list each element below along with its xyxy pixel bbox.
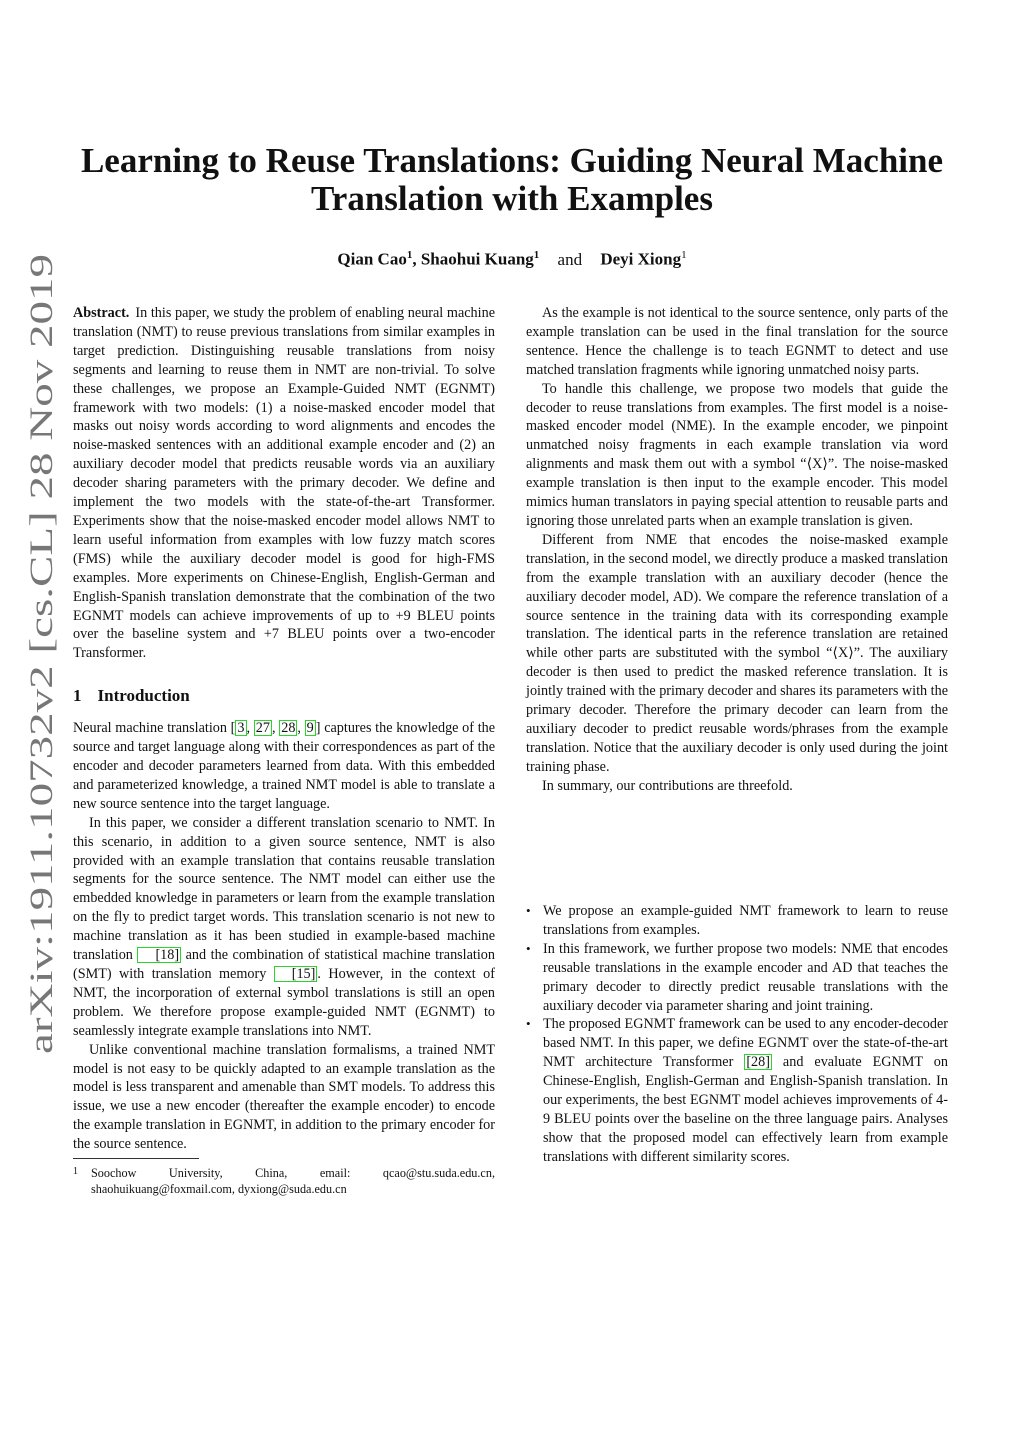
footnote — [73, 1158, 495, 1197]
bullet-icon: • — [526, 940, 531, 956]
intro-paragraph-2: In this paper, we consider a different translation scenario to NMT. In this scenario, in addition to a given source sentence, NMT is also provided with an example translation that contains reusable translation segments for the source sentence. The NMT model can either use the embedded knowledge in parameters or learn from the example translation on the fly to predict target words. This translation scenario is not new to machine translation as it has been studied in example-based machine translation [18] and the combination of statistical machine translation (SMT) with translation memory [15] . However, in the context of NMT, the incorporation of external symbol translations is still an open problem. We therefore propose example-guided NMT (EGNMT) to seamlessly integrate example translations into NMT. — [73, 814, 495, 1039]
bullet-icon: • — [526, 903, 531, 918]
arxiv-watermark-text: arXiv:1911.10732v2 [cs.CL] 28 Nov 2019 — [24, 492, 60, 1054]
author-3: Deyi Xiong — [600, 249, 682, 269]
intro-paragraph-3: Unlike conventional machine translation formalisms, a trained NMT model is not easy to be quickly adapted to an example translation as the model is less transparent and amenable than SMT models. To address this issue, we use a new encoder (thereafter the example encoder) to encode the example translation in EGNMT, in addition to the primary encoder for the source sentence. — [73, 1041, 495, 1153]
intro-paragraph-1: Neural machine translation [ 3 , 27 , 28 , 9 ] captures the knowledge of the source and target language along with their correspondences as part of the encoder and decoder parameters learned from data. With this embedded and parameterized knowledge, a trained NMT model is able to translate a new source sentence into the target language. — [73, 720, 496, 812]
abstract-text: In this paper, we study the problem of enabling neural machine translation (NMT) to reuse previous translations from similar examples in target prediction. Distinguishing reusable translations from noisy segments and learning to reuse them in NMT are non-trivial. To solve these challenges, we propose an Example-Guided NMT (EGNMT) framework with two models: (1) a noise-masked encoder model that masks out noisy words according to word alignments and encodes the noise-masked sentences with an additional example encoder and (2) an auxiliary decoder model that predicts reusable words via an auxiliary decoder sharing parameters with the primary decoder. We define and implement the two models with the state-of-the-art Transformer. Experiments show that the noise-masked encoder model allows NMT to learn useful information from examples with low fuzzy match scores (FMS) while the auxiliary decoder model is good for high-FMS examples. More experiments on Chinese-English, English-German and English-Spanish translation demonstrate that the combination of the two EGNMT models can achieve improvements of up to +9 BLEU points over the baseline system and +7 BLEU points over a two-encoder Transformer. — [73, 305, 495, 662]
footnote-mark: 1 — [73, 1166, 78, 1177]
abstract-label: Abstract. — [73, 305, 130, 321]
right-paragraph-2: To handle this challenge, we propose two models that guide the decoder to reuse translations from examples. The first model is a noise-masked encoder model (NME). In the example encoder, we pinpoint unmatched noisy fragments in each example translation via word alignments and mask them out with a symbol “⟨X⟩”. The noise-masked example translation is then input to the example encoder. This model mimics human translators in paying special attention to reusable parts and ignoring those unrelated parts when an example translation is given. — [526, 380, 948, 529]
author-1-affil: 1 — [406, 249, 413, 261]
section-heading-introduction — [73, 685, 495, 707]
author-and: and — [557, 249, 583, 269]
author-2: , Shaohui Kuang — [412, 249, 534, 269]
list-item: • In this framework, we further propose two models: NME that encodes reusable translations in the example encoder and AD that teaches the primary decoder to directly predict reusable translations with the auxiliary decoder via parameter sharing and joint training. — [526, 940, 948, 1014]
arxiv-watermark — [24, 248, 60, 1054]
right-paragraph-3: Different from NME that encodes the noise-masked example translation, in the second model, we directly produce a masked translation from the example translation with an auxiliary decoder (hence the auxiliary decoder model, AD). We compare the reference translation of a source sentence in the training data with its corresponding example translation. The identical parts in the reference translation are retained while other parts are substituted with the symbol “⟨X⟩”. The auxiliary decoder is then used to predict the masked reference translation. It is jointly trained with the primary decoder and shares its parameters with the primary decoder. Therefore the primary decoder can learn from the auxiliary decoder to predict reusable words/phrases from the example translation. Notice that the auxiliary decoder is only used during the joint training phase. — [526, 531, 948, 775]
author-1: Qian Cao — [337, 249, 407, 269]
citation-link[interactable]: 3 — [237, 720, 245, 737]
citation-link[interactable]: [15] — [274, 966, 318, 982]
citation-link[interactable]: [28] — [746, 1054, 770, 1071]
author-line — [60, 243, 964, 272]
abstract — [73, 304, 495, 663]
citation-link[interactable]: 28 — [281, 720, 296, 737]
author-2-affil: 1 — [533, 249, 540, 261]
bullet-icon: • — [526, 1016, 531, 1032]
citation-link[interactable]: 27 — [255, 720, 270, 737]
author-3-affil: 1 — [681, 249, 687, 261]
footnote-rule — [73, 1158, 199, 1159]
section-title: Introduction — [97, 686, 190, 706]
list-item: • The proposed EGNMT framework can be used to any encoder-decoder based NMT. In this paper, we define EGNMT over the state-of-the-art NMT architecture Transformer [28] and evaluate EGNMT on Chinese-English, English-German and English-Spanish translation. In our experiments, the best EGNMT model achieves improvements of 4-9 BLEU points over the baseline on the three language pairs. Analyses show that the proposed model can effectively learn from example translations with different similarity scores. — [526, 1016, 948, 1165]
footnote-text: Soochow University, China, email: qcao@stu.suda.edu.cn, shaohuikuang@foxmail.com, dyxiong@suda.edu.cn — [91, 1166, 495, 1196]
citation-link[interactable]: 9 — [306, 720, 314, 737]
title-line-1: Learning to Reuse Translations: Guiding Neural Machine — [80, 141, 944, 180]
contributions-list — [526, 902, 948, 1167]
right-column — [526, 304, 948, 796]
right-paragraph-4: In summary, our contributions are threefold. — [542, 777, 793, 794]
right-paragraph-1: As the example is not identical to the source sentence, only parts of the example translation can be used in the final translation for the source sentence. Hence the challenge is to teach EGNMT to detect and use matched translation fragments while ignoring unmatched noisy parts. — [526, 305, 948, 378]
section-number: 1 — [73, 686, 82, 706]
list-item: • We propose an example-guided NMT framework to learn to reuse translations from examples. — [526, 903, 948, 938]
left-column — [73, 304, 495, 1154]
title-line-2: Translation with Examples — [311, 179, 713, 218]
paper-title — [60, 142, 964, 218]
citation-link[interactable]: [18] — [137, 947, 181, 963]
